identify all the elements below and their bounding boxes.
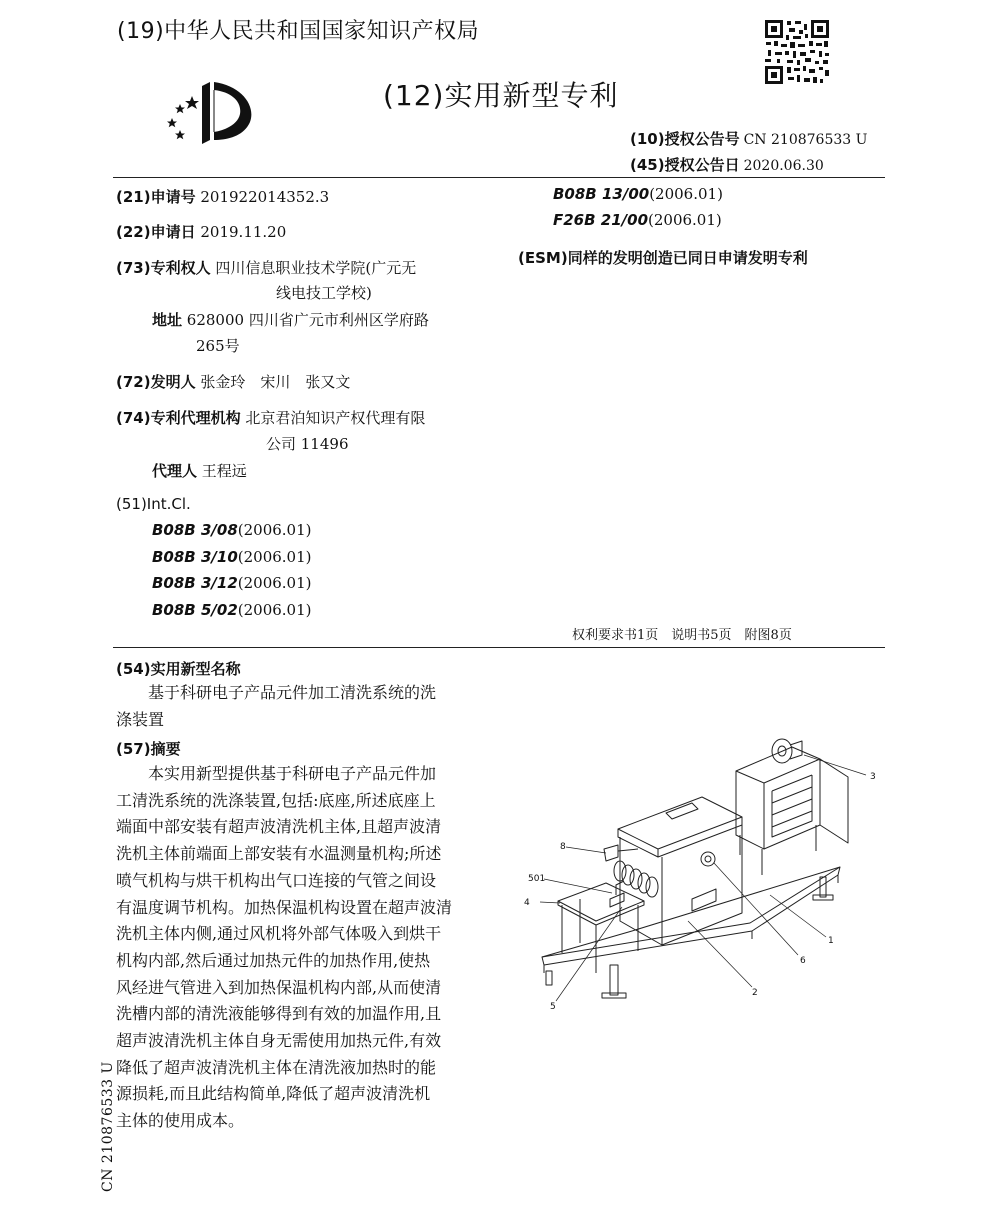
- agency-label: (74)专利代理机构: [116, 409, 241, 427]
- ipc-version: (2006.01): [237, 601, 312, 619]
- figure-label-5: 5: [550, 1002, 556, 1012]
- dryer-racks: [772, 775, 812, 827]
- header-rule: [113, 177, 885, 178]
- ipc-code: B08B 13/00: [553, 185, 650, 203]
- application-date-label: (22)申请日: [116, 223, 196, 241]
- abstract-text: [116, 761, 452, 1135]
- patentee-line1: 四川信息职业技术学院(广元无: [215, 259, 417, 277]
- figure-label-1: 1: [828, 936, 834, 946]
- dryer-door: [820, 759, 848, 843]
- agency-line2: 公司 11496: [266, 435, 349, 453]
- lid-handle: [666, 803, 698, 819]
- cnipa-logo: [162, 74, 260, 150]
- document-type: (12)实用新型专利: [383, 79, 619, 112]
- abstract-line: 本实用新型提供基于科研电子产品元件加: [148, 764, 437, 783]
- ipc-version: (2006.01): [648, 211, 722, 229]
- inventors: [116, 371, 350, 392]
- address-label: 地址: [152, 311, 183, 329]
- side-table: [558, 883, 644, 921]
- apparatus-figure: [520, 725, 890, 1025]
- ipc-version: (2006.01): [649, 185, 723, 203]
- application-number-label: (21)申请号: [116, 188, 196, 206]
- pipe-fitting: [604, 845, 618, 861]
- abstract-line: 风经进气管进入到加热保温机构内部,从而使清: [116, 977, 442, 997]
- ipc-version: (2006.01): [237, 521, 312, 539]
- logo-arc: [214, 82, 251, 140]
- abstract-line: 洗机主体内侧,通过风机将外部气体吸入到烘干: [116, 924, 442, 944]
- patentee: [116, 257, 416, 278]
- logo-stars: [167, 96, 199, 139]
- abstract-line: 洗槽内部的清洗液能够得到有效的加温作用,且: [116, 1004, 442, 1024]
- abstract-label: (57)摘要: [116, 740, 181, 758]
- figure-label-4: 4: [524, 898, 530, 908]
- figure-label-501: 501: [528, 874, 546, 884]
- title-text: [148, 680, 436, 707]
- agent-label: 代理人: [152, 462, 198, 480]
- figure-label-3: 3: [870, 772, 876, 782]
- office-name: (19)中华人民共和国国家知识产权局: [117, 19, 480, 44]
- ipc-entry: [152, 574, 312, 592]
- title-text-continued: [116, 707, 164, 734]
- abstract-line: 喷气机构与烘干机构出气口连接的气管之间设: [116, 870, 437, 890]
- side-publication-number: CN 210876533 U: [100, 1061, 116, 1192]
- ipc-code: B08B 3/10: [152, 548, 238, 566]
- cleaner-top: [618, 797, 742, 849]
- inventors-label: (72)发明人: [116, 373, 196, 391]
- publication-number-label: (10)授权公告号: [630, 130, 740, 148]
- agent: [152, 460, 247, 481]
- address: [152, 309, 429, 330]
- patentee-label: (73)专利权人: [116, 259, 211, 277]
- abstract-line: 超声波清洗机主体自身无需使用加热元件,有效: [116, 1031, 442, 1051]
- abstract-line: 降低了超声波清洗机主体在清洗液加热时的能: [116, 1057, 437, 1077]
- table-legs: [562, 899, 638, 973]
- base-foot: [610, 965, 618, 995]
- title-label: (54)实用新型名称: [116, 660, 241, 678]
- publication-date-label: (45)授权公告日: [630, 156, 740, 174]
- application-date-value: 2019.11.20: [200, 223, 287, 241]
- patentee-continued: [276, 282, 372, 303]
- address-line1: 628000 四川省广元市利州区学府路: [186, 311, 429, 329]
- title-line: 基于科研电子产品元件加工清洗系统的洗: [148, 683, 437, 702]
- address-line2: 265号: [196, 337, 240, 355]
- ipc-entry: [152, 548, 312, 566]
- logo-bar: [202, 82, 210, 144]
- abstract-line: 源损耗,而且此结构简单,降低了超声波清洗机: [116, 1084, 431, 1104]
- agency-continued: [266, 433, 349, 454]
- abstract-line: 洗机主体前端面上部安装有水温测量机构;所述: [116, 844, 442, 864]
- ipc-code: B08B 5/02: [152, 601, 238, 619]
- ipc-version: (2006.01): [237, 574, 312, 592]
- application-number-value: 201922014352.3: [200, 188, 330, 206]
- patentee-line2: 线电技工学校): [276, 284, 372, 302]
- ipc-entry: [553, 185, 723, 203]
- abstract-line: 有温度调节机构。加热保温机构设置在超声波清: [116, 897, 453, 917]
- publication-number: [630, 128, 867, 149]
- base-foot: [820, 877, 826, 897]
- heating-coil: [614, 861, 658, 897]
- ipc-entry: [152, 521, 312, 539]
- base-foot: [546, 971, 552, 985]
- abstract-line: 主体的使用成本。: [116, 1111, 245, 1131]
- int-cl-label: (51)Int.Cl.: [116, 495, 191, 513]
- page-counts: 权利要求书1页 说明书5页 附图8页: [572, 628, 792, 643]
- ipc-entry: [553, 211, 722, 229]
- qr-code: [763, 18, 831, 86]
- ipc-code: F26B 21/00: [553, 211, 649, 229]
- abstract-line: 机构内部,然后通过加热元件的加热作用,使热: [116, 950, 431, 970]
- title-line: 涤装置: [116, 710, 165, 729]
- figure-label-2: 2: [752, 988, 758, 998]
- figure-label-6: 6: [800, 956, 806, 966]
- section-rule: [113, 647, 885, 648]
- ipc-code: B08B 3/08: [152, 521, 238, 539]
- figure-label-8: 8: [560, 842, 566, 852]
- ipc-version: (2006.01): [237, 548, 312, 566]
- publication-date-value: 2020.06.30: [743, 158, 824, 174]
- ipc-entry: [152, 601, 312, 619]
- publication-date: [630, 154, 824, 175]
- agent-value: 王程远: [201, 462, 247, 480]
- application-date: [116, 221, 286, 242]
- spray-nozzle: [610, 893, 624, 907]
- abstract-line: 端面中部安装有超声波清洗机主体,且超声波清: [116, 817, 442, 837]
- agency: [116, 407, 425, 428]
- publication-number-value: CN 210876533 U: [743, 132, 868, 148]
- address-continued: [196, 335, 240, 356]
- temperature-gauge: [701, 852, 715, 866]
- int-cl-heading: [116, 495, 191, 513]
- esm-note: (ESM)同样的发明创造已同日申请发明专利: [518, 249, 808, 267]
- ipc-code: B08B 3/12: [152, 574, 238, 592]
- control-panel: [692, 889, 716, 911]
- inventors-value: 张金玲 宋川 张又文: [200, 373, 351, 391]
- abstract-line: 工清洗系统的洗涤装置,包括:底座,所述底座上: [116, 790, 436, 810]
- application-number: [116, 186, 329, 207]
- agency-line1: 北京君泊知识产权代理有限: [245, 409, 426, 427]
